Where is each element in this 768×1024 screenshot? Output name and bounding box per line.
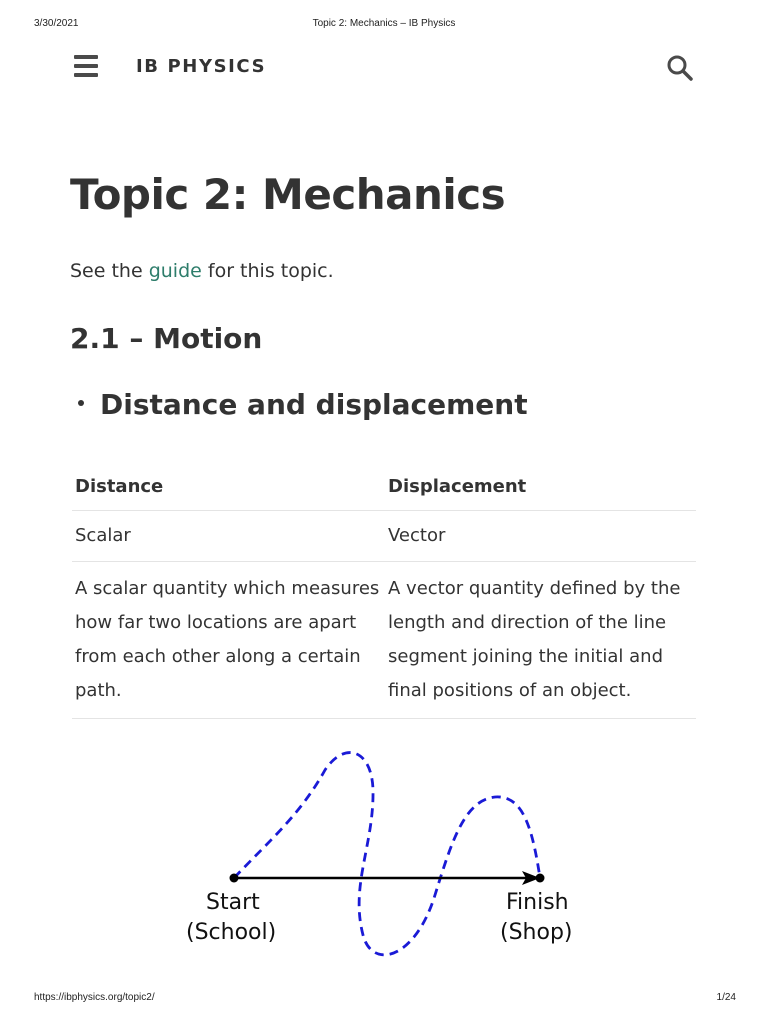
table-cell: Scalar	[72, 511, 385, 562]
start-sublabel: (School)	[186, 920, 277, 945]
distance-path	[234, 753, 540, 955]
table-row	[72, 511, 696, 562]
page-title: Topic 2: Mechanics	[70, 170, 506, 219]
print-url: https://ibphysics.org/topic2/	[34, 992, 155, 1003]
table-header-distance: Distance	[72, 462, 385, 511]
table-header-displacement: Displacement	[385, 462, 696, 511]
bullet-dot	[78, 400, 84, 406]
print-page-title: Topic 2: Mechanics – IB Physics	[312, 18, 456, 29]
intro-text-after: for this topic.	[201, 260, 334, 282]
table-cell: Vector	[385, 511, 696, 562]
finish-point	[536, 874, 545, 883]
table-header-row	[72, 462, 696, 511]
table-cell: A vector quantity defined by the length and direction of the line segment joining the initial and final positions of an object.	[385, 562, 696, 719]
distance-displacement-diagram	[160, 745, 600, 965]
table-row	[72, 562, 696, 719]
start-label: Start	[206, 890, 260, 915]
print-date: 3/30/2021	[34, 18, 79, 29]
guide-link[interactable]: guide	[148, 260, 202, 282]
start-point	[230, 874, 239, 883]
site-title-link[interactable]: IB PHYSICS	[136, 56, 267, 77]
section-heading: 2.1 – Motion	[70, 322, 263, 355]
search-icon[interactable]	[666, 54, 694, 82]
intro-text-before: See the	[70, 260, 149, 282]
intro-paragraph	[70, 260, 334, 282]
bullet-heading	[78, 388, 528, 421]
hamburger-menu-icon[interactable]	[74, 55, 100, 77]
finish-label: Finish	[506, 890, 569, 915]
finish-sublabel: (Shop)	[500, 920, 573, 945]
bullet-heading-text: Distance and displacement	[100, 388, 528, 421]
site-nav	[72, 50, 696, 86]
distance-displacement-table	[72, 462, 696, 719]
table-cell: A scalar quantity which measures how far two locations are apart from each other along a certain path.	[72, 562, 385, 719]
print-page-number: 1/24	[716, 992, 736, 1003]
